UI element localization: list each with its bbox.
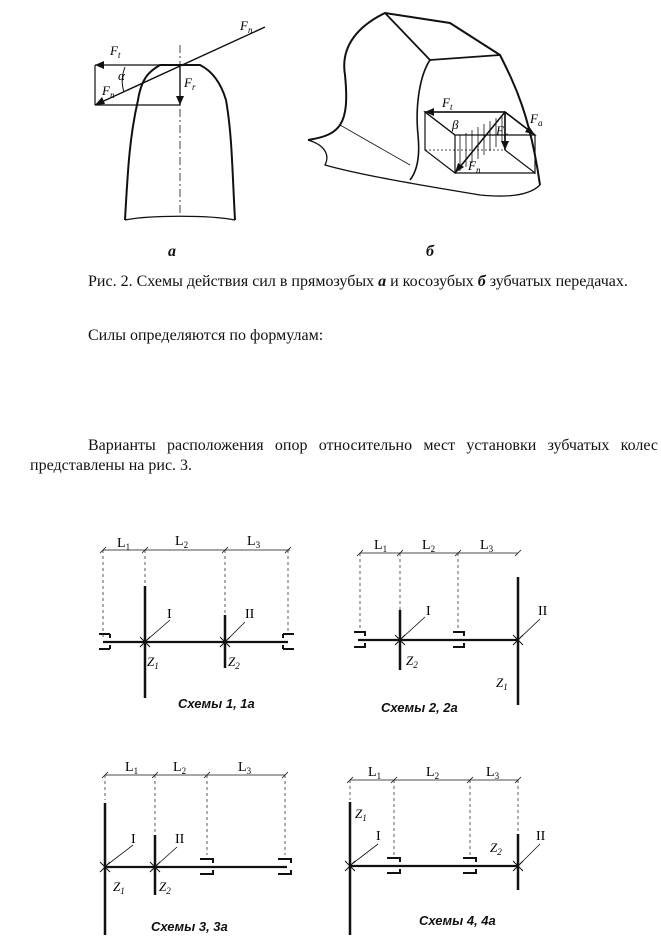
figure-2a-spur-tooth xyxy=(80,15,300,225)
scheme4-title: Схемы 4, 4а xyxy=(419,913,496,928)
scheme3-z1: $Z_1$ xyxy=(113,879,125,896)
scheme4-L3: $L_3$ xyxy=(486,765,500,781)
tooth-base xyxy=(125,216,235,220)
scheme4-z1: $Z_1$ xyxy=(355,806,367,823)
scheme4-z2: $Z_2$ xyxy=(490,840,502,857)
scheme1-label-I: I xyxy=(167,607,172,622)
figure-label-b: б xyxy=(426,243,434,260)
scheme3-label-I: I xyxy=(131,832,136,847)
scheme4-label-II: II xyxy=(536,829,546,844)
scheme1-label-II: II xyxy=(245,607,255,622)
force-parallelepiped xyxy=(425,108,535,173)
figure-label-a: а xyxy=(168,243,176,260)
scheme-2 xyxy=(350,535,560,715)
scheme2-z1: $Z_1$ xyxy=(496,675,508,692)
scheme3-title: Схемы 3, 3а xyxy=(151,919,228,934)
scheme1-z2: $Z_2$ xyxy=(228,654,240,671)
scheme2-label-II: II xyxy=(538,604,548,619)
scheme2-label-I: I xyxy=(426,604,431,619)
fr-label-a: $F_r$ xyxy=(184,75,196,92)
fn-top-label: $F_n$ xyxy=(240,18,253,35)
scheme2-L2: $L_2$ xyxy=(422,538,436,554)
scheme4-L1: $L_1$ xyxy=(368,765,382,781)
fn-vector xyxy=(455,112,505,173)
ft-label: $F_t$ xyxy=(110,43,121,60)
alpha-label: α xyxy=(118,68,125,83)
fr-label-b: $F_r$ xyxy=(496,123,508,140)
ft-arrowhead xyxy=(95,61,104,69)
scheme3-L3: $L_3$ xyxy=(238,760,252,776)
fn-arrowhead xyxy=(95,97,105,105)
figure-2b-helical-tooth xyxy=(300,5,590,220)
scheme3-z2: $Z_2$ xyxy=(159,879,171,896)
fa-label: $F_a$ xyxy=(530,111,543,128)
scheme1-z1: $Z_1$ xyxy=(147,654,159,671)
scheme2-L3: $L_3$ xyxy=(480,538,494,554)
scheme1-L1: $L_1$ xyxy=(117,536,131,552)
formulas-intro: Силы определяются по формулам: xyxy=(88,327,324,344)
scheme2-L1: $L_1$ xyxy=(374,538,388,554)
scheme2-title: Схемы 2, 2а xyxy=(381,700,458,715)
scheme1-L3: $L_3$ xyxy=(247,534,261,550)
scheme-3 xyxy=(95,755,305,940)
figure-caption: Рис. 2. Схемы действия сил в прямозубых а и косозубых б зубчатых передачах. xyxy=(88,273,628,290)
scheme3-L2: $L_2$ xyxy=(173,760,187,776)
scheme1-title: Схемы 1, 1а xyxy=(178,696,255,711)
scheme3-label-II: II xyxy=(175,832,185,847)
helical-tooth-body xyxy=(308,13,540,185)
scheme4-label-I: I xyxy=(376,829,381,844)
ft-label-b: $F_t$ xyxy=(442,95,453,112)
paragraph-supports: Варианты расположения опор относительно мест установки зубчатых колес представлены на рис. 3. xyxy=(30,437,658,474)
fr-arrowhead xyxy=(176,96,184,105)
scheme-1 xyxy=(95,530,305,710)
scheme4-L2: $L_2$ xyxy=(426,765,440,781)
fn-label-b: $F_n$ xyxy=(468,158,481,175)
scheme3-L1: $L_1$ xyxy=(125,760,139,776)
beta-label: β xyxy=(452,117,459,132)
scheme2-z2: $Z_2$ xyxy=(406,653,418,670)
fn-label-a: $F_n$ xyxy=(102,83,115,100)
scheme1-L2: $L_2$ xyxy=(175,534,189,550)
